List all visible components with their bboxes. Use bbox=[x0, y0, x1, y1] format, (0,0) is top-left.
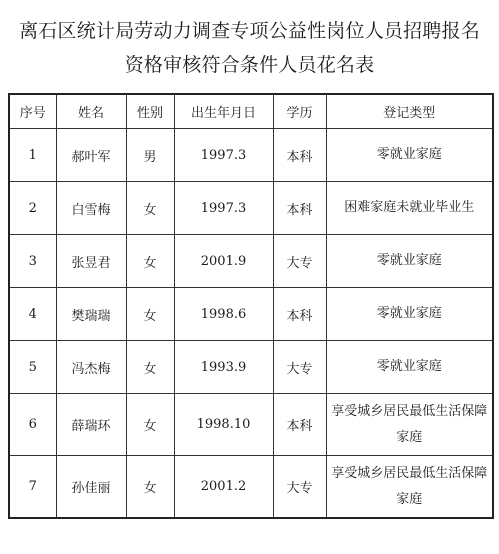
document-title-line-1: 离石区统计局劳动力调查专项公益性岗位人员招聘报名 bbox=[19, 20, 480, 42]
cell-name: 张昱君 bbox=[56, 235, 126, 288]
table-row bbox=[9, 182, 493, 235]
cell-gender: 女 bbox=[126, 288, 174, 341]
cell-education: 本科 bbox=[273, 182, 326, 235]
cell-registration-type: 享受城乡居民最低生活保障家庭 bbox=[326, 456, 493, 519]
cell-name: 樊瑞瑞 bbox=[56, 288, 126, 341]
cell-gender: 男 bbox=[126, 129, 174, 182]
cell-birth-date: 1998.10 bbox=[174, 394, 273, 456]
cell-name: 薛瑞环 bbox=[56, 394, 126, 456]
header-education: 学历 bbox=[273, 94, 326, 129]
cell-registration-type: 困难家庭未就业毕业生 bbox=[326, 182, 493, 235]
cell-education: 大专 bbox=[273, 456, 326, 519]
table-header-row bbox=[9, 94, 493, 129]
header-registration-type: 登记类型 bbox=[326, 94, 493, 129]
header-serial-number: 序号 bbox=[9, 94, 56, 129]
table-row bbox=[9, 456, 493, 519]
cell-birth-date: 1993.9 bbox=[174, 341, 273, 394]
cell-education: 大专 bbox=[273, 341, 326, 394]
document-title-line-2: 资格审核符合条件人员花名表 bbox=[124, 54, 375, 76]
cell-birth-date: 1997.3 bbox=[174, 129, 273, 182]
cell-registration-type: 零就业家庭 bbox=[326, 341, 493, 394]
cell-birth-date: 2001.2 bbox=[174, 456, 273, 519]
cell-registration-type: 享受城乡居民最低生活保障家庭 bbox=[326, 394, 493, 456]
cell-education: 本科 bbox=[273, 394, 326, 456]
cell-registration-type: 零就业家庭 bbox=[326, 288, 493, 341]
cell-name: 冯杰梅 bbox=[56, 341, 126, 394]
cell-serial-number: 6 bbox=[9, 394, 56, 456]
header-name: 姓名 bbox=[56, 94, 126, 129]
cell-registration-type: 零就业家庭 bbox=[326, 235, 493, 288]
cell-registration-type: 零就业家庭 bbox=[326, 129, 493, 182]
cell-serial-number: 5 bbox=[9, 341, 56, 394]
cell-serial-number: 1 bbox=[9, 129, 56, 182]
cell-serial-number: 4 bbox=[9, 288, 56, 341]
table-row bbox=[9, 394, 493, 456]
cell-gender: 女 bbox=[126, 182, 174, 235]
cell-birth-date: 1997.3 bbox=[174, 182, 273, 235]
cell-serial-number: 3 bbox=[9, 235, 56, 288]
cell-serial-number: 7 bbox=[9, 456, 56, 519]
cell-gender: 女 bbox=[126, 235, 174, 288]
cell-gender: 女 bbox=[126, 394, 174, 456]
table-row bbox=[9, 341, 493, 394]
cell-gender: 女 bbox=[126, 341, 174, 394]
header-birth-date: 出生年月日 bbox=[174, 94, 273, 129]
applicant-roster-table bbox=[8, 93, 494, 519]
table-row bbox=[9, 129, 493, 182]
cell-education: 本科 bbox=[273, 288, 326, 341]
cell-education: 本科 bbox=[273, 129, 326, 182]
cell-name: 白雪梅 bbox=[56, 182, 126, 235]
table-row bbox=[9, 235, 493, 288]
header-gender: 性别 bbox=[126, 94, 174, 129]
cell-birth-date: 1998.6 bbox=[174, 288, 273, 341]
cell-serial-number: 2 bbox=[9, 182, 56, 235]
cell-gender: 女 bbox=[126, 456, 174, 519]
cell-education: 大专 bbox=[273, 235, 326, 288]
cell-name: 孙佳丽 bbox=[56, 456, 126, 519]
table-row bbox=[9, 288, 493, 341]
cell-birth-date: 2001.9 bbox=[174, 235, 273, 288]
cell-name: 郝叶军 bbox=[56, 129, 126, 182]
